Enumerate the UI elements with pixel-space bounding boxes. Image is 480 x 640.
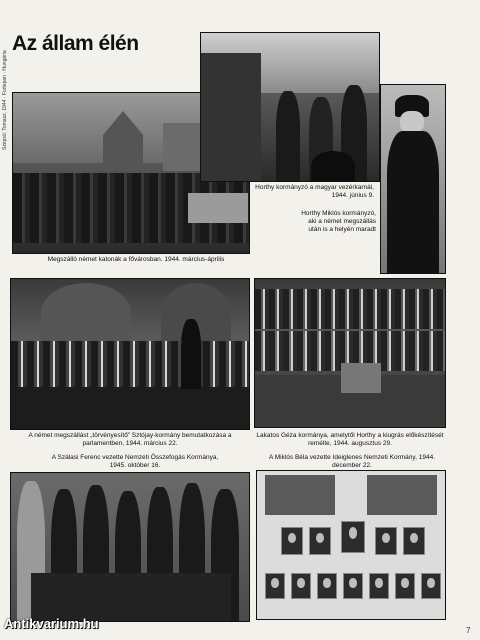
page-title: Az állam élén [12, 32, 139, 55]
photo-miklos-tableau [256, 470, 446, 620]
photo-credit: Szépsű: Tomasz, 1944 · Fortepan · Hungária [2, 50, 8, 150]
photo-lakatos-parliament [254, 278, 446, 428]
caption-horthy-stayed: Horthy Miklós kormányzó, aki a német megszállás után is a helyén maradt [301, 210, 376, 233]
photo-sztojay-parliament [10, 278, 250, 430]
caption-horthy-hq: Horthy kormányzó a magyar vezérkarnál, 1944. június 9. [255, 184, 374, 199]
page-number: 7 [466, 626, 471, 635]
photo-horthy-portrait [380, 84, 446, 274]
caption-miklos: A Miklós Béla vezette Ideiglenes Nemzeti Kormány, 1944. december 22. [268, 454, 436, 469]
caption-occupation: Megszálló német katonák a fővárosban. 1944. március-április [47, 256, 225, 263]
photo-szalasi-government [10, 472, 250, 622]
caption-sztojay: A német megszállást „törvényesítő” Sztójay-kormány bemutatkozása a parlamentben, 1944. március 22. [28, 432, 232, 447]
watermark: Antikvarium.hu [4, 616, 99, 631]
caption-lakatos: Lakatos Géza kormánya, amelytől Horthy a kiugrás előkészítését remélte, 1944. augusztus 29. [256, 432, 444, 447]
photo-horthy-general-staff [200, 32, 380, 182]
caption-szalasi: A Szálasi Ferenc vezette Nemzeti Összefogás Kormánya, 1945. október 16. [51, 454, 219, 469]
